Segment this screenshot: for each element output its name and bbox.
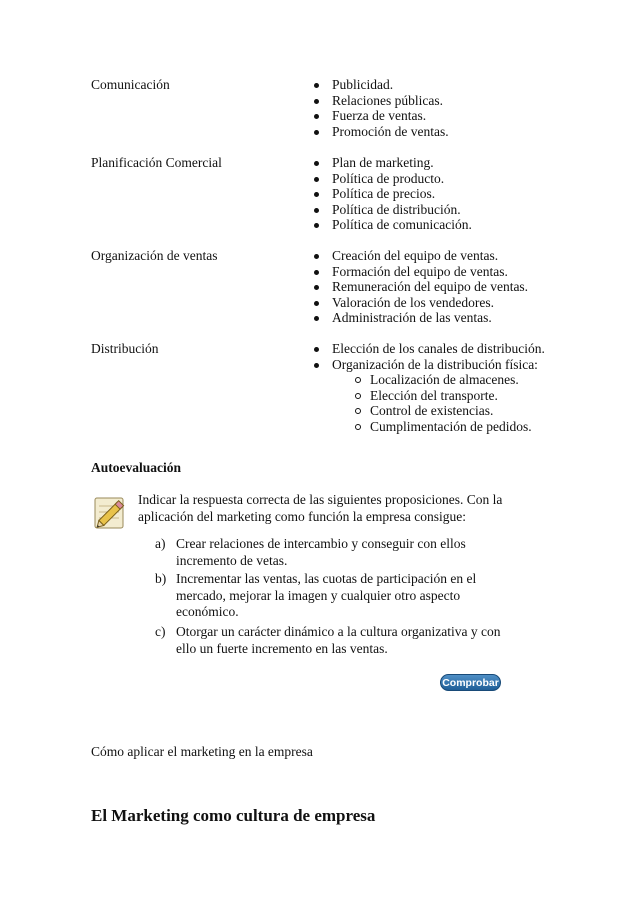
circle-bullet-icon <box>355 408 361 414</box>
bullet-icon <box>314 363 319 368</box>
list-item: Valoración de los vendedores. <box>312 295 528 311</box>
list-item: Fuerza de ventas. <box>312 108 449 124</box>
bullet-icon <box>314 316 319 321</box>
row-label-organizacion: Organización de ventas <box>91 248 218 263</box>
marketing-link[interactable]: Cómo aplicar el marketing en la empresa <box>91 744 313 759</box>
bullet-icon <box>314 83 319 88</box>
bullet-icon <box>314 347 319 352</box>
list-item: Elección de los canales de distribución. <box>312 341 545 357</box>
row-label-distribucion: Distribución <box>91 341 159 356</box>
list-item: Política de precios. <box>312 186 472 202</box>
selfeval-question: Indicar la respuesta correcta de las siguientes proposiciones. Con la aplicación del marketing como función la empresa consigue: <box>138 492 503 524</box>
section-title: El Marketing como cultura de empresa <box>91 806 376 825</box>
list-comunicacion <box>312 77 449 139</box>
row-label-comunicacion: Comunicación <box>91 77 170 92</box>
bullet-icon <box>314 270 319 275</box>
list-organizacion <box>312 248 528 326</box>
circle-bullet-icon <box>355 393 361 399</box>
pencil-notepad-icon <box>91 492 131 532</box>
sublist-item: Elección del transporte. <box>312 388 545 404</box>
list-item: Política de distribución. <box>312 202 472 218</box>
list-item: Promoción de ventas. <box>312 124 449 140</box>
list-item: Política de comunicación. <box>312 217 472 233</box>
bullet-icon <box>314 301 319 306</box>
bullet-icon <box>314 114 319 119</box>
bullet-icon <box>314 99 319 104</box>
bullet-icon <box>314 192 319 197</box>
sublist-item: Control de existencias. <box>312 403 545 419</box>
check-answer-button[interactable]: Comprobar <box>440 674 501 691</box>
list-item: Remuneración del equipo de ventas. <box>312 279 528 295</box>
list-item: Organización de la distribución física: <box>312 357 545 373</box>
sublist-container <box>312 372 545 434</box>
list-item: Política de producto. <box>312 171 472 187</box>
bullet-icon <box>314 254 319 259</box>
bullet-icon <box>314 130 319 135</box>
list-item: Formación del equipo de ventas. <box>312 264 528 280</box>
circle-bullet-icon <box>355 377 361 383</box>
list-distribucion <box>312 341 545 435</box>
list-item: Plan de marketing. <box>312 155 472 171</box>
selfeval-title: Autoevaluación <box>91 460 182 475</box>
sublist-distribucion-fisica <box>312 372 545 434</box>
circle-bullet-icon <box>355 424 361 430</box>
bullet-icon <box>314 223 319 228</box>
bullet-icon <box>314 177 319 182</box>
list-planificacion <box>312 155 472 233</box>
bullet-icon <box>314 208 319 213</box>
list-item: Publicidad. <box>312 77 449 93</box>
row-label-planificacion: Planificación Comercial <box>91 155 222 170</box>
list-item: Administración de las ventas. <box>312 310 528 326</box>
list-item: Creación del equipo de ventas. <box>312 248 528 264</box>
bullet-icon <box>314 285 319 290</box>
sublist-item: Cumplimentación de pedidos. <box>312 419 545 435</box>
list-item: Relaciones públicas. <box>312 93 449 109</box>
sublist-item: Localización de almacenes. <box>312 372 545 388</box>
bullet-icon <box>314 161 319 166</box>
